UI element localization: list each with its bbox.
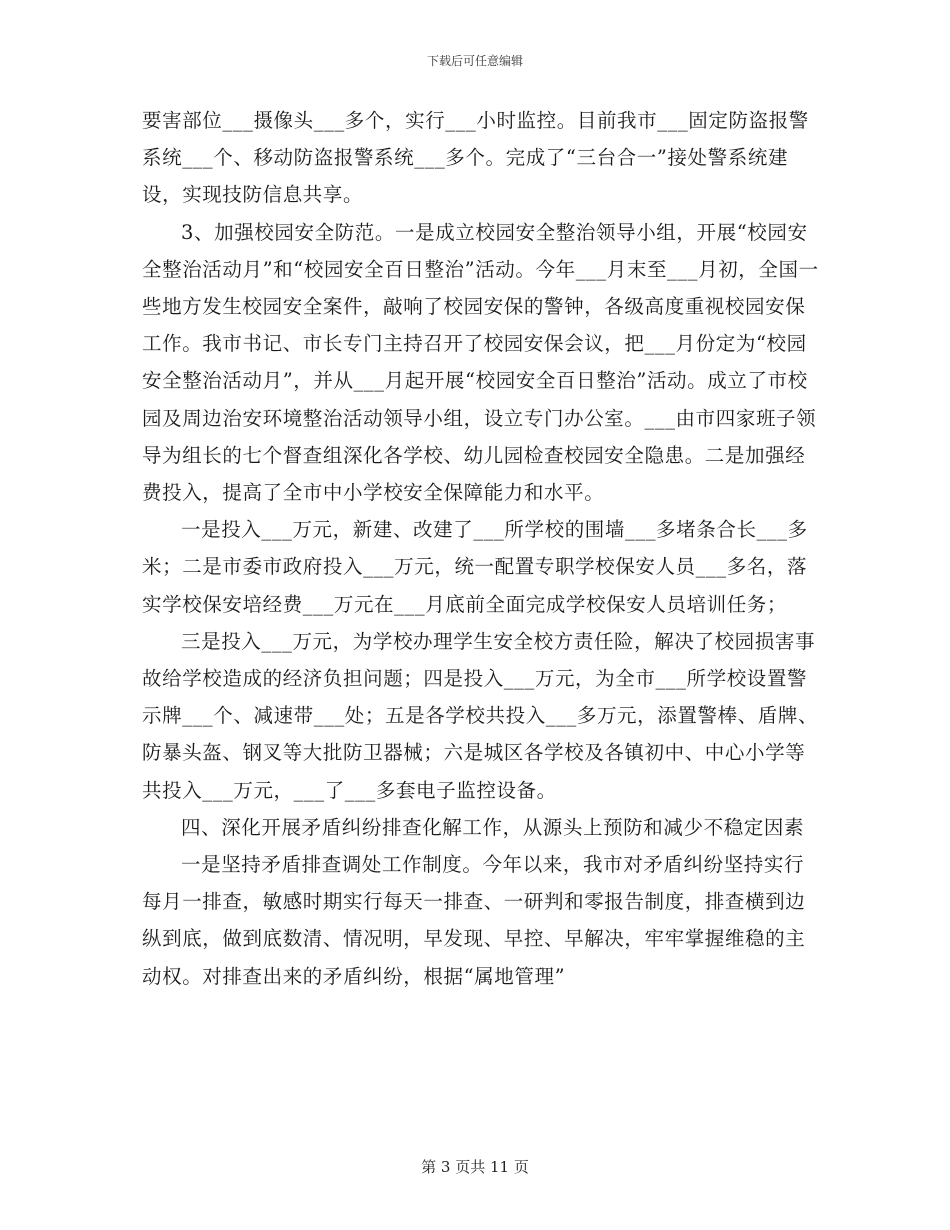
- paragraph-4: 三是投入___万元，为学校办理学生安全校方责任险，解决了校园损害事故给学校造成的经济负担问题；四是投入___万元，为全市___所学校设置警示牌___个、减速带___处；五是各学校共投入___多万元，添置警棒、盾牌、防暴头盔、钢叉等大批防卫器械；六是城区各学校及各镇初中、中心小学等共投入___万元，___了___多套电子监控设备。: [142, 629, 819, 802]
- paragraph-1: 要害部位___摄像头___多个，实行___小时监控。目前我市___固定防盗报警系统___个、移动防盗报警系统___多个。完成了“三台合一”接处警系统建设，实现技防信息共享。: [142, 109, 809, 207]
- paragraph-5-heading: 四、深化开展矛盾纠纷排查化解工作，从源头上预防和减少不稳定因素: [181, 815, 805, 839]
- paragraph-3: 一是投入___万元，新建、改建了___所学校的围墙___多堵条合长___多米；二是市委市政府投入___万元，统一配置专职学校保安人员___多名，落实学校保安培经费___万元在___月底前全面完成学校保安人员培训任务；: [142, 518, 808, 616]
- page-header: 下载后可任意编辑: [426, 54, 523, 68]
- paragraph-6: 一是坚持矛盾排查调处工作制度。今年以来，我市对矛盾纠纷坚持实行每月一排查，敏感时期实行每天一排查、一研判和零报告制度，排查横到边纵到底，做到底数清、情况明，早发现、早控、早解决，牢牢掌握维稳的主动权。对排查出来的矛盾纠纷，根据“属地管理”: [142, 853, 806, 988]
- page-footer: 第 3 页共 11 页: [421, 1158, 529, 1176]
- document-body: [142, 102, 822, 995]
- paragraph-2: 3、加强校园安全防范。一是成立校园安全整治领导小组，开展“校园安全整治活动月”和“校园安全百日整治”活动。今年___月末至___月初，全国一些地方发生校园安全案件，敲响了校园安保的警钟，各级高度重视校园安保工作。我市书记、市长专门主持召开了校园安保会议，把___月份定为“校园安全整治活动月”，并从___月起开展“校园安全百日整治”活动。成立了市校园及周边治安环境整治活动领导小组，设立专门办公室。___由市四家班子领导为组长的七个督查组深化各学校、幼儿园检查校园安全隐患。二是加强经费投入，提高了全市中小学校安全保障能力和水平。: [142, 220, 819, 505]
